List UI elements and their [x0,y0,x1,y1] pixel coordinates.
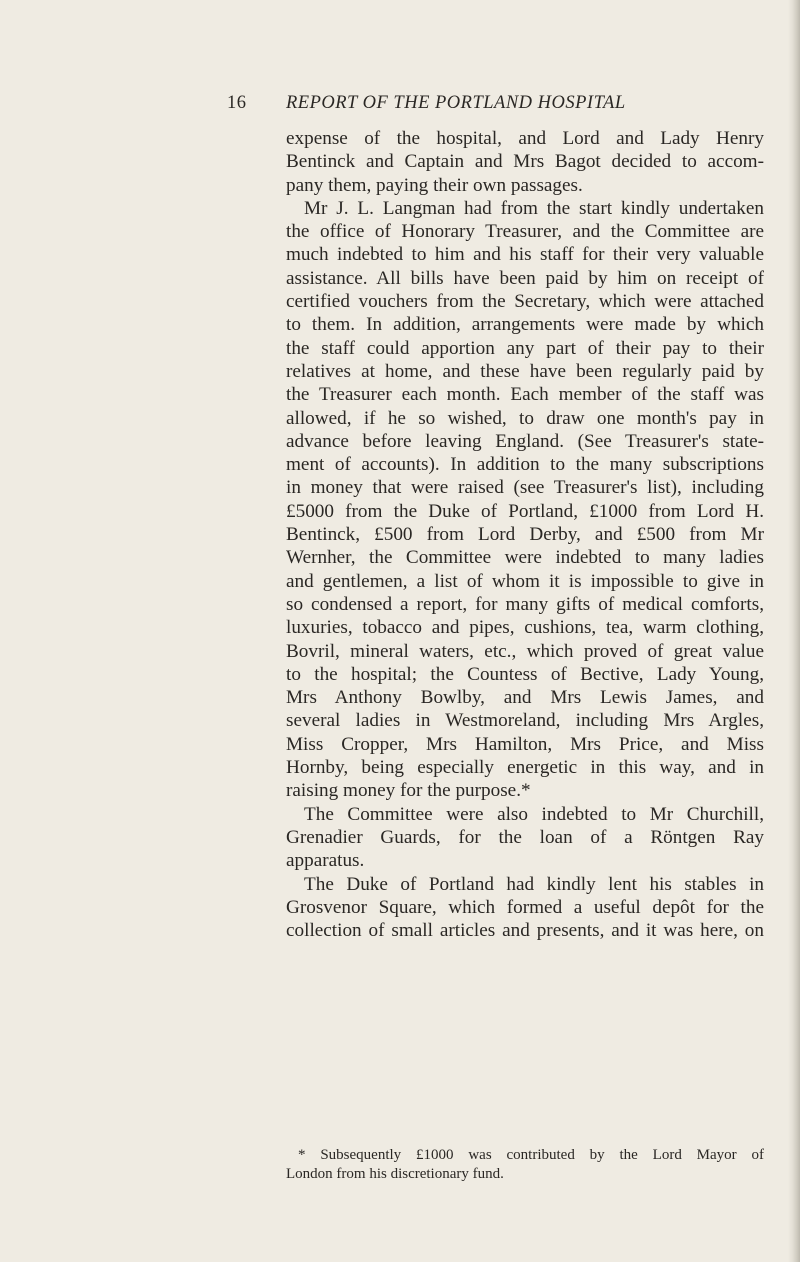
text-line: Hornby, being especially energetic in this way, and in [286,757,764,779]
text-line: ment of accounts). In addition to the many subscriptions [286,454,764,476]
text-line: Bovril, mineral waters, etc., which proved of great value [286,640,764,662]
running-title: REPORT OF THE PORTLAND HOSPITAL [286,93,626,113]
text-line: relatives at home, and these have been regularly paid by [286,360,764,382]
text-line: much indebted to him and his staff for their very valuable [286,244,764,266]
page-edge-shadow [788,0,800,1262]
body-text [286,127,764,942]
text-line: collection of small articles and presents, and it was here, on [286,920,764,942]
text-line: pany them, paying their own passages. [286,174,583,196]
footnote-line: * Subsequently £1000 was contributed by the Lord Mayor of [298,1147,764,1163]
text-line: the office of Honorary Treasurer, and the Committee are [286,221,764,243]
text-line: Wernher, the Committee were indebted to many ladies [286,547,764,569]
text-line: several ladies in Westmoreland, including Mrs Argles, [286,710,764,732]
page-number: 16 [227,93,247,113]
text-line: luxuries, tobacco and pipes, cushions, tea, warm clothing, [286,617,764,639]
text-line: and gentlemen, a list of whom it is impossible to give in [286,570,764,592]
footnote-line: London from his discretionary fund. [286,1166,504,1182]
text-line: the staff could apportion any part of their pay to their [286,337,764,359]
text-line: Grosvenor Square, which formed a useful depôt for the [286,896,764,918]
text-line: Mrs Anthony Bowlby, and Mrs Lewis James, and [286,687,764,709]
text-line: to them. In addition, arrangements were made by which [286,314,764,336]
text-line: assistance. All bills have been paid by him on receipt of [286,267,764,289]
text-line: Mr J. L. Langman had from the start kindly undertaken [304,197,764,219]
text-line: advance before leaving England. (See Treasurer's state- [286,430,764,452]
text-line: expense of the hospital, and Lord and Lady Henry [286,128,764,149]
text-line: Bentinck, £500 from Lord Derby, and £500 from Mr [286,524,764,546]
text-line: apparatus. [286,850,365,872]
text-line: Miss Cropper, Mrs Hamilton, Mrs Price, and Miss [286,733,764,755]
footnote [286,1146,764,1184]
text-line: to the hospital; the Countess of Bective, Lady Young, [286,663,764,685]
text-line: Grenadier Guards, for the loan of a Röntgen Ray [286,826,764,848]
running-head [227,93,787,117]
text-line: £5000 from the Duke of Portland, £1000 from Lord H. [286,500,764,522]
text-line: certified vouchers from the Secretary, which were attached [286,291,764,313]
text-line: raising money for the purpose.* [286,780,531,802]
text-line: in money that were raised (see Treasurer's list), including [286,477,764,499]
text-line: the Treasurer each month. Each member of the staff was [286,384,764,406]
text-line: The Duke of Portland had kindly lent his stables in [304,873,764,895]
text-line: Bentinck and Captain and Mrs Bagot decided to accom- [286,151,764,173]
text-line: allowed, if he so wished, to draw one month's pay in [286,407,764,429]
text-line: so condensed a report, for many gifts of medical comforts, [286,593,764,615]
text-line: The Committee were also indebted to Mr Churchill, [304,803,764,825]
